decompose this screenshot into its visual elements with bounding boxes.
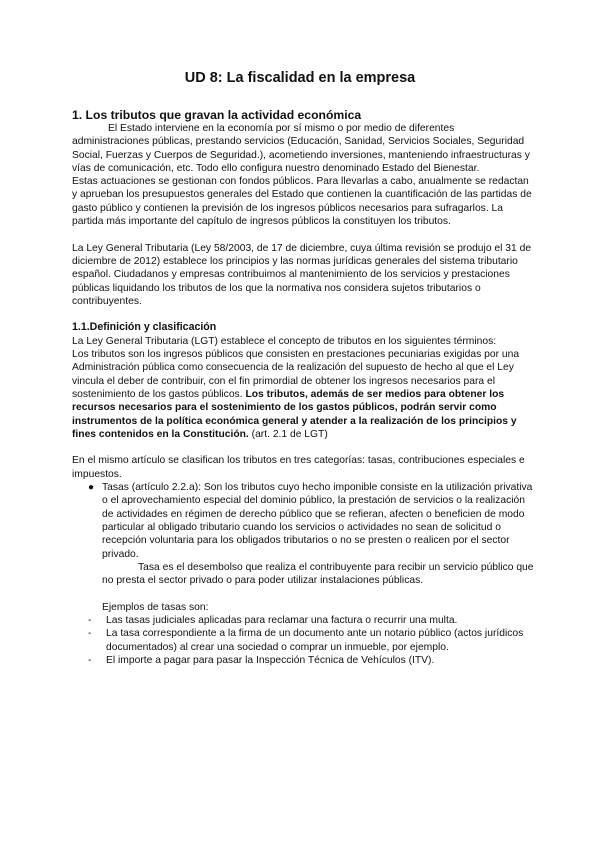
examples-heading: Ejemplos de tasas son: xyxy=(102,601,209,613)
list-item xyxy=(72,627,534,654)
examples-list xyxy=(72,614,534,667)
paragraph-fondos-publicos: Estas actuaciones se gestionan con fondos públicos. Para llevarlas a cabo, anualmente se redactan y aprueban los presupuestos generales del Estado que contienen la cuantificación de las partidas de gasto público y contienen la previsión de los ingresos públicos necesarios para sufragarlos. La partida más importante del capítulo de ingresos públicos la constituyen los tributos. xyxy=(72,176,532,228)
tributos-list xyxy=(72,481,534,561)
list-item xyxy=(72,614,534,627)
example-text: El importe a pagar para pasar la Inspección Técnica de Vehículos (ITV). xyxy=(106,654,435,666)
definition-text: Los tributos son los ingresos públicos que consisten en prestaciones pecuniarias exigidas por una Administración pública como consecuencia de la realización del supuesto de hecho al que el Ley vincula el deber de contribuir, con el fin primordial de obtener los ingresos necesarios para el sostenimiento de los gastos públicos. xyxy=(72,349,520,400)
paragraph-lgt-intro: La Ley General Tributaria (LGT) establece el concepto de tributos en los siguientes términos: xyxy=(72,335,497,347)
dash-icon: - xyxy=(88,614,92,626)
paragraph-classification: En el mismo artículo se clasifican los tributos en tres categorías: tasas, contribuciones especiales e impuestos. xyxy=(72,455,525,480)
definition-reference: (art. 2.1 de LGT) xyxy=(251,428,328,440)
list-item xyxy=(72,654,534,667)
section-heading-1-1: 1.1.Definición y clasificación xyxy=(72,321,217,334)
tasas-detail xyxy=(72,561,534,614)
tasas-definition: Tasas (artículo 2.2.a): Son los tributos cuyo hecho imponible consiste en la utilización privativa o el aprovechamiento especial del dominio público, la prestación de servicios o la realización de actividades en régimen de derecho público que se refieran, afecten o beneficien de modo particular al obligado tributario cuando los servicios o actividades no sean de solicitud o recepción voluntaria para los obligados tributarios o no se presten o realicen por el sector privado. xyxy=(102,482,533,560)
dash-icon: - xyxy=(88,654,92,666)
tasas-desembolso: Tasa es el desembolso que realiza el contribuyente para recibir un servicio público que no presta el sector privado o para poder utilizar instalaciones públicas. xyxy=(102,561,534,587)
paragraph-estado: El Estado interviene en la economía por sí mismo o por medio de diferentes administraciones públicas, prestando servicios (Educación, Sanidad, Servicios Sociales, Seguridad Social, Fuerzas y Cuerpos de Seguridad.), acometiendo inversiones, manteniendo infraestructuras y vías de comunicación, etc. Todo ello configura nuestro denominado Estado del Bienestar. xyxy=(72,123,530,174)
list-item-tasas xyxy=(72,481,534,561)
bullet-icon: ● xyxy=(88,482,95,494)
example-text: Las tasas judiciales aplicadas para reclamar una factura o recurrir una multa. xyxy=(106,614,458,626)
document-body xyxy=(72,108,534,667)
paragraph-ley-general-tributaria: La Ley General Tributaria (Ley 58/2003, de 17 de diciembre, cuya última revisión se produjo el 31 de diciembre de 2012) establece los principios y las normas jurídicas generales del sistema tributario español. Ciudadanos y empresas contribuimos al mantenimiento de los servicios y prestaciones públicas liquidando los tributos de los que la normativa nos considera sujetos tributarios o contribuyentes. xyxy=(72,242,532,307)
paragraph-definition xyxy=(72,348,534,441)
section-heading-1: 1. Los tributos que gravan la actividad económica xyxy=(72,108,362,122)
dash-icon: - xyxy=(88,628,92,640)
example-text: La tasa correspondiente a la firma de un documento ante un notario público (actos jurídicos documentados) al crear una sociedad o comprar un inmueble, por ejemplo. xyxy=(106,628,524,653)
definition-bold-text: Los tributos, además de ser medios para obtener los recursos necesarios para el sostenimiento de los gastos públicos, podrán servir como instrumentos de la política económica general y atender a la realización de los principios y fines contenidos en la Constitución. xyxy=(72,388,517,440)
document-title: UD 8: La fiscalidad en la empresa xyxy=(184,70,416,86)
